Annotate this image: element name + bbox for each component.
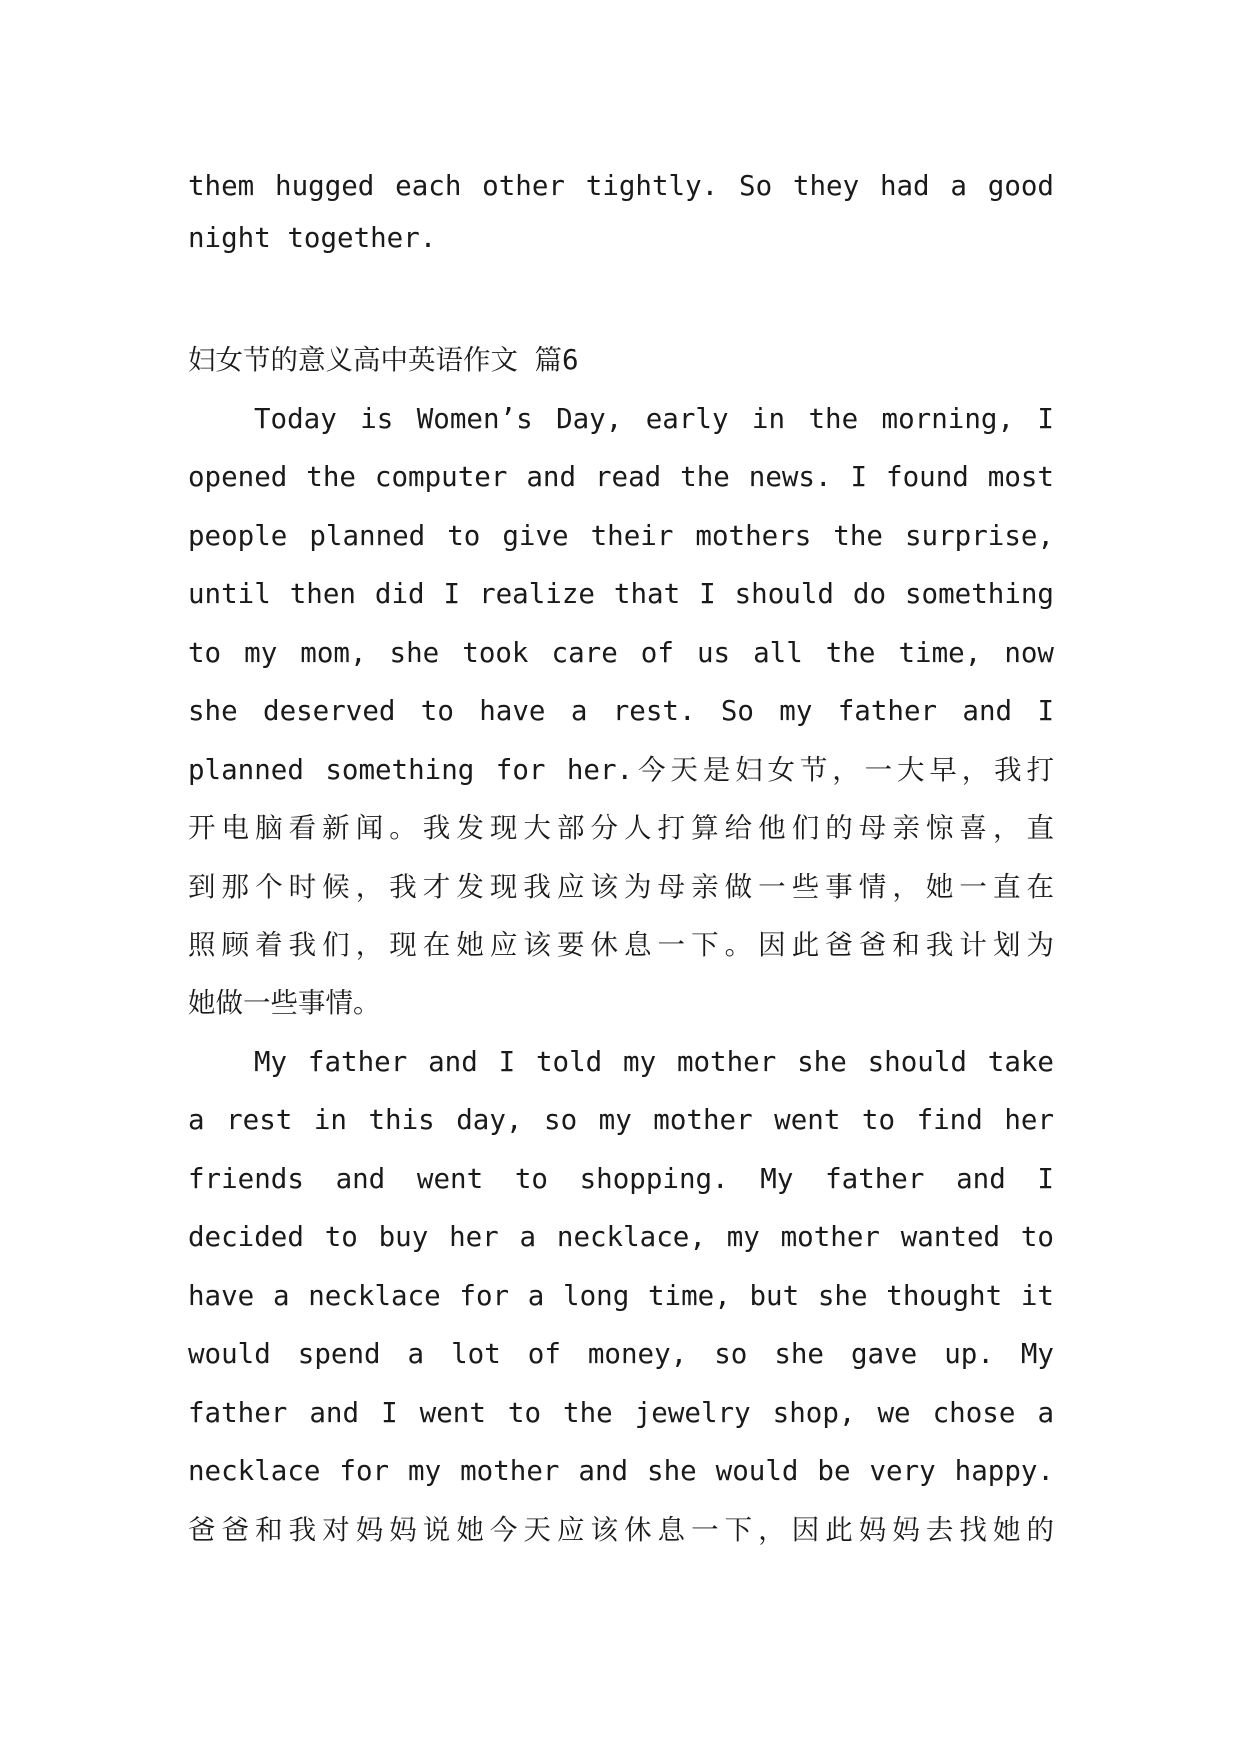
- paragraph-line: she deserved to have a rest. So my father and I: [188, 695, 1054, 727]
- paragraph-line: them hugged each other tightly. So they had a good: [188, 170, 1054, 202]
- paragraph-line: 照顾着我们，现在她应该要休息一下。因此爸爸和我计划为: [188, 929, 1054, 961]
- paragraph-line: 她做一些事情。: [188, 987, 381, 1019]
- paragraph-line: opened the computer and read the news. I found most: [188, 461, 1054, 493]
- paragraph-line: necklace for my mother and she would be very happy.: [188, 1455, 1054, 1487]
- paragraph-line: father and I went to the jewelry shop, we chose a: [188, 1397, 1054, 1429]
- paragraph-line: have a necklace for a long time, but she thought it: [188, 1280, 1054, 1312]
- paragraph-line: My father and I told my mother she should take: [254, 1046, 1054, 1078]
- section-heading: 妇女节的意义高中英语作文 篇6: [188, 344, 579, 376]
- paragraph-line: night together.: [188, 222, 437, 254]
- paragraph-line: until then did I realize that I should do something: [188, 578, 1054, 610]
- paragraph-line: friends and went to shopping. My father and I: [188, 1163, 1054, 1195]
- paragraph-line: decided to buy her a necklace, my mother wanted to: [188, 1221, 1054, 1253]
- paragraph-line: planned something for her.今天是妇女节，一大早，我打: [188, 754, 1054, 786]
- paragraph-line: 开电脑看新闻。我发现大部分人打算给他们的母亲惊喜，直: [188, 812, 1054, 844]
- paragraph-line: 到那个时候，我才发现我应该为母亲做一些事情，她一直在: [188, 871, 1054, 903]
- paragraph-line: 爸爸和我对妈妈说她今天应该休息一下，因此妈妈去找她的: [188, 1514, 1054, 1546]
- paragraph-line: a rest in this day, so my mother went to find her: [188, 1104, 1054, 1136]
- paragraph-line: Today is Women’s Day, early in the morning, I: [254, 403, 1054, 435]
- paragraph-line: to my mom, she took care of us all the time, now: [188, 637, 1054, 669]
- paragraph-line: would spend a lot of money, so she gave up. My: [188, 1338, 1054, 1370]
- paragraph-line: people planned to give their mothers the surprise,: [188, 520, 1054, 552]
